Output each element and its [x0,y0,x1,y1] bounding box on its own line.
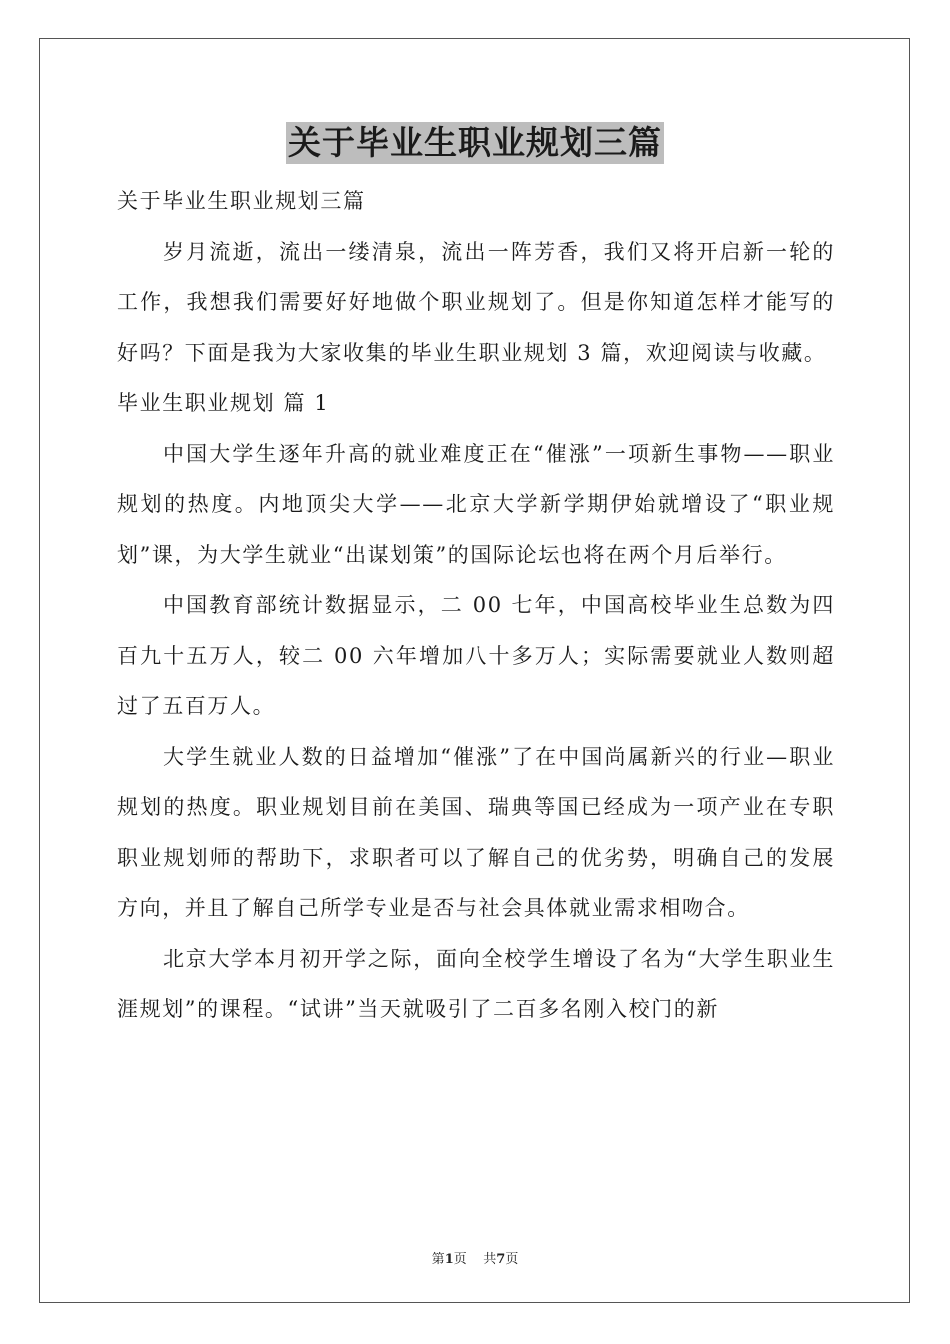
page-label-mid: 页 共 [453,1252,497,1267]
paragraph: 关于毕业生职业规划三篇 [117,189,366,213]
paragraph: 岁月流逝，流出一缕清泉，流出一阵芳香，我们又将开启新一轮的工作，我想我们需要好好地做个职业规划了。但是你知道怎样才能写的好吗？下面是我为大家收集的毕业生职业规划 3 篇，欢迎阅读与收藏。 [117,239,835,365]
document-title: 关于毕业生职业规划三篇 [288,123,662,162]
paragraph: 北京大学本月初开学之际，面向全校学生增设了名为“大学生职业生涯规划”的课程。“试讲”当天就吸引了二百多名刚入校门的新 [117,946,835,1021]
page-label-suffix: 页 [505,1252,519,1267]
total-pages: 7 [496,1252,506,1267]
section-heading: 毕业生职业规划 篇 1 [117,391,330,415]
page-number: 1 [444,1252,454,1267]
paragraph: 中国大学生逐年升高的就业难度正在“催涨”一项新生事物——职业规划的热度。内地顶尖大学——北京大学新学期伊始就增设了“职业规划”课，为大学生就业“出谋划策”的国际论坛也将在两个月后举行。 [117,441,835,567]
page-label-prefix: 第 [431,1252,445,1267]
document-body [117,176,835,1035]
title-container [0,122,950,164]
paragraph: 大学生就业人数的日益增加“催涨”了在中国尚属新兴的行业—职业规划的热度。职业规划目前在美国、瑞典等国已经成为一项产业在专职职业规划师的帮助下，求职者可以了解自己的优劣势，明确自己的发展方向，并且了解自己所学专业是否与社会具体就业需求相吻合。 [117,744,835,920]
page-footer [0,1248,950,1267]
paragraph: 中国教育部统计数据显示，二 00 七年，中国高校毕业生总数为四百九十五万人，较二 00 六年增加八十多万人；实际需要就业人数则超过了五百万人。 [117,593,835,718]
